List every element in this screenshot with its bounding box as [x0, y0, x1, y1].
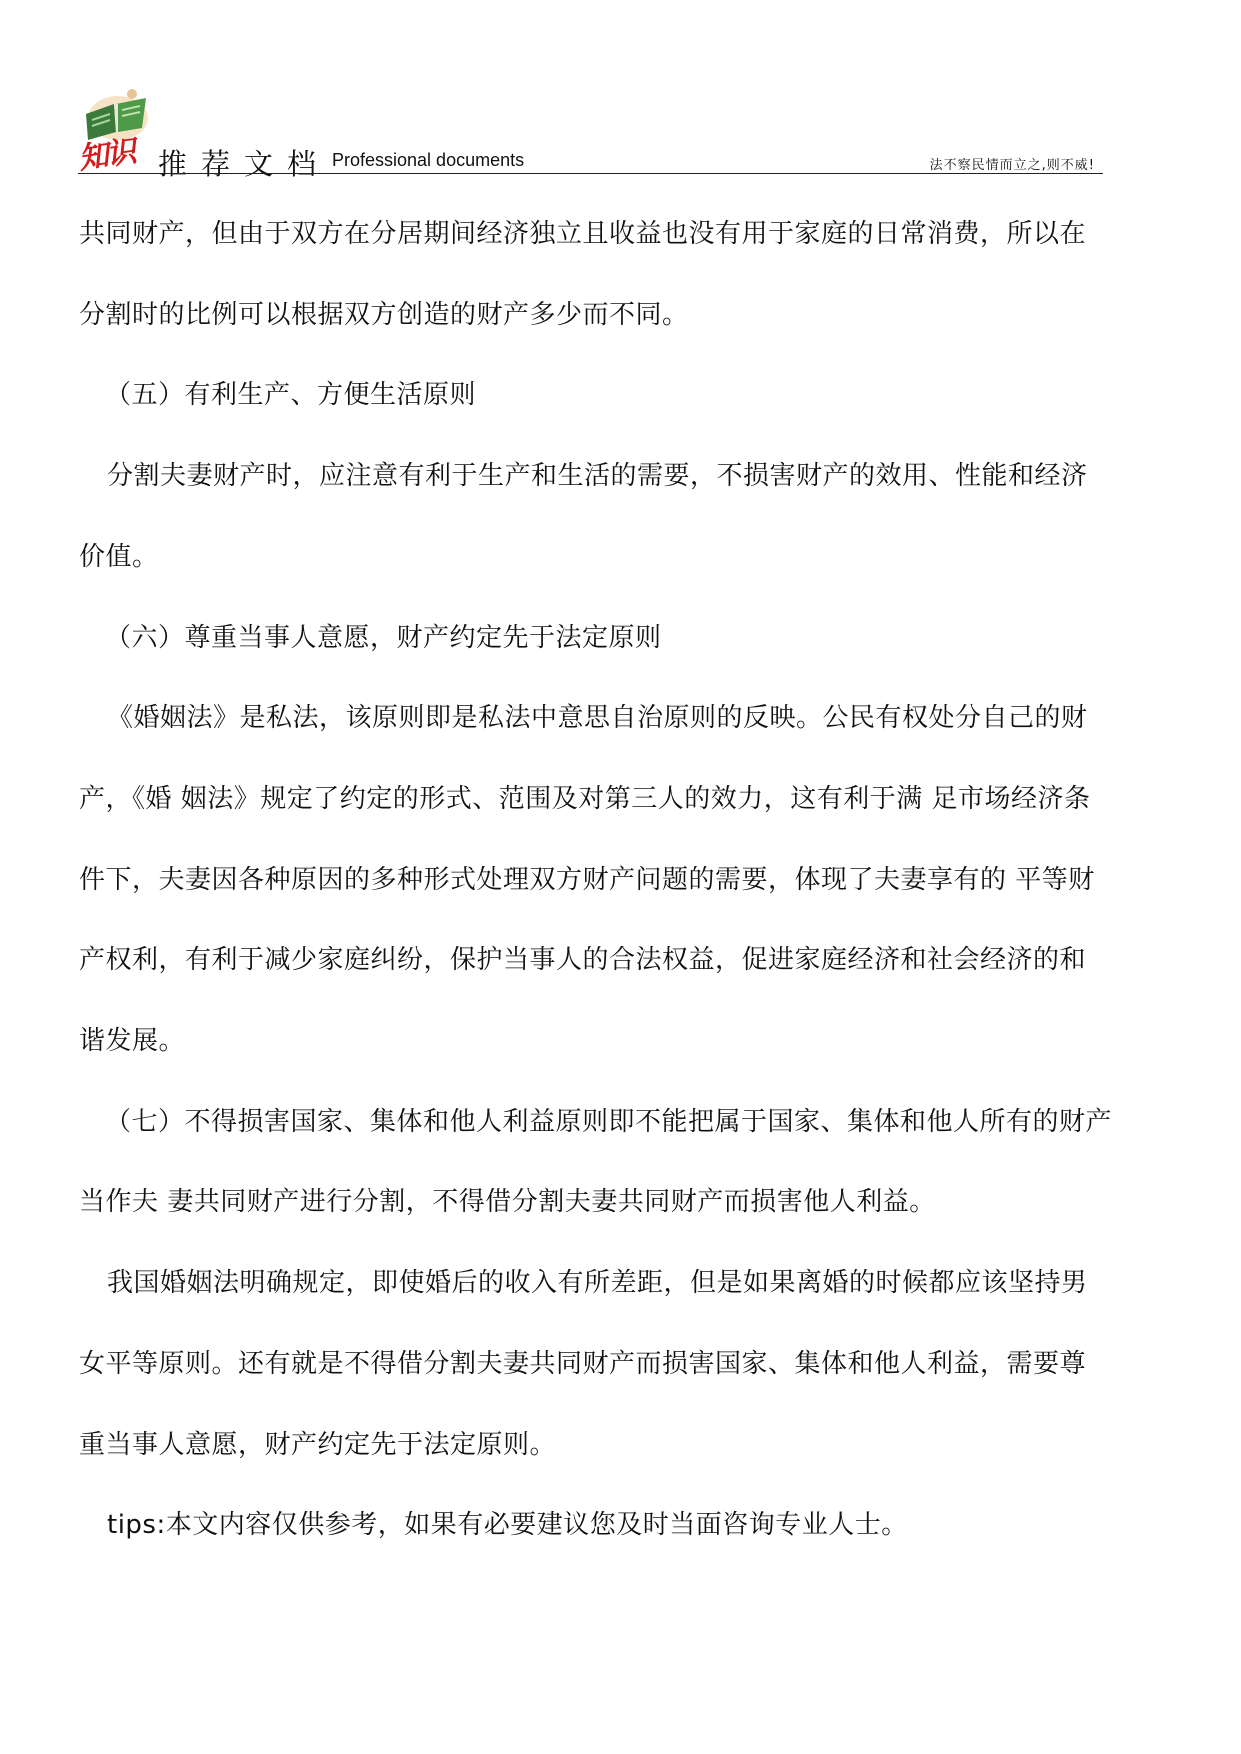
body-line: 《婚姻法》是私法，该原则即是私法中意思自治原则的反映。公民有权处分自己的财 — [107, 703, 1088, 734]
logo — [76, 88, 154, 177]
body-line: 女平等原则。还有就是不得借分割夫妻共同财产而损害国家、集体和他人利益，需要尊 — [79, 1348, 1087, 1379]
body-line: 产，《婚 姻法》规定了约定的形式、范围及对第三人的效力，这有利于满 足市场经济条 — [79, 783, 1091, 814]
body-line: 产权利，有利于减少家庭纠纷，保护当事人的合法权益，促进家庭经济和社会经济的和 — [79, 945, 1087, 976]
logo-text: 知识 — [76, 134, 137, 177]
body-line: 件下，夫妻因各种原因的多种形式处理双方财产问题的需要，体现了夫妻享有的 平等财 — [79, 864, 1095, 895]
header-subtitle: Professional documents — [332, 150, 525, 170]
body-line: 我国婚姻法明确规定，即使婚后的收入有所差距，但是如果离婚的时候都应该坚持男 — [107, 1268, 1088, 1299]
section-heading: （六）尊重当事人意愿，财产约定先于法定原则 — [105, 622, 662, 653]
header-title: 推荐文档 — [158, 147, 331, 181]
document-body — [79, 194, 1199, 1566]
page-header — [76, 88, 1103, 181]
body-line: 分割夫妻财产时，应注意有利于生产和生活的需要，不损害财产的效用、性能和经济 — [107, 461, 1088, 492]
header-divider — [78, 173, 1103, 174]
header-motto: 法不察民情而立之,则不威! — [929, 158, 1095, 173]
body-line: 谐发展。 — [79, 1026, 186, 1057]
section-heading: （五）有利生产、方便生活原则 — [105, 380, 477, 411]
tips-line: tips:本文内容仅供参考，如果有必要建议您及时当面咨询专业人士。 — [107, 1510, 908, 1541]
body-line: 重当事人意愿，财产约定先于法定原则。 — [79, 1429, 557, 1460]
body-line: 分割时的比例可以根据双方创造的财产多少而不同。 — [79, 299, 689, 330]
section-heading: （七）不得损害国家、集体和他人利益原则即不能把属于国家、集体和他人所有的财产 — [105, 1106, 1113, 1137]
body-line: 价值。 — [79, 541, 159, 572]
body-line: 当作夫 妻共同财产进行分割，不得借分割夫妻共同财产而损害他人利益。 — [79, 1187, 936, 1218]
body-line: 共同财产，但由于双方在分居期间经济独立且收益也没有用于家庭的日常消费，所以在 — [79, 219, 1087, 249]
